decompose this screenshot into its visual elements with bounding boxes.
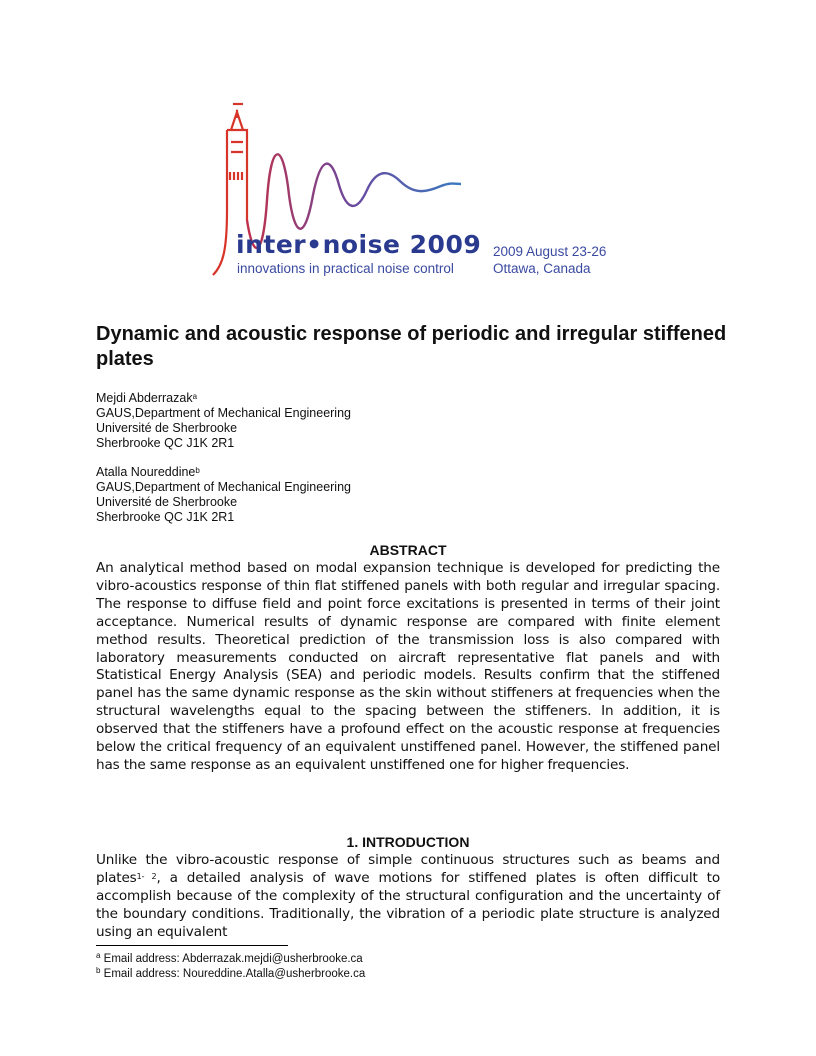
footnote-marker: a: [192, 392, 198, 401]
conference-name: inter•noise 2009: [236, 230, 482, 259]
author-university: Université de Sherbrooke: [96, 421, 238, 435]
footnote-b: $^b$ Email address: Noureddine.Atalla@usherbrooke.ca: [96, 966, 366, 980]
introduction-heading: 1. INTRODUCTION: [346, 834, 470, 850]
conference-location: Ottawa, Canada: [493, 261, 591, 276]
author-name: Mejdi Abderrazak$^a$: [96, 391, 198, 405]
abstract-text: An analytical method based on modal expansion technique is developed for predicting the vibro-acoustics response of thin flat stiffened panels with both regular and irregular spacing. The response to diffuse field and point force excitations is presented in terms of their joint acceptance. Numerical results of dynamic response are compared with finite element method results. Theoretical prediction of the transmission loss is also compared with laboratory measurements conducted on aircraft representative flat panels and with Statistical Energy Analysis (SEA) and periodic models. Results confirm that the stiffened panel has the same dynamic response as the skin without stiffeners at frequencies when the structural wavelengths equal to the spacing between the stiffeners. In addition, it is observed that the stiffeners have a profound effect on the acoustic response at frequencies below the critical frequency of an equivalent unstiffened panel. However, the stiffened panel has the same response as an equivalent unstiffened one for higher frequencies.: [96, 560, 720, 773]
conference-date: 2009 August 23-26: [493, 244, 607, 259]
author-affiliation: GAUS,Department of Mechanical Engineering: [96, 480, 351, 494]
author-address: Sherbrooke QC J1K 2R1: [96, 510, 235, 524]
author-address: Sherbrooke QC J1K 2R1: [96, 436, 235, 450]
author-block-2: [96, 465, 496, 525]
abstract-heading: ABSTRACT: [369, 542, 447, 558]
footnote-divider: [96, 945, 288, 946]
introduction-text: Unlike the vibro-acoustic response of simple continuous structures such as beams and plates$^{1- 2}$, a detailed analysis of wave motions for stiffened plates is often difficult to accomplish because of the complexity of the structural configuration and the uncertainty of the boundary conditions. Traditionally, the vibration of a periodic plate structure is analyzed using an equivalent: [96, 852, 721, 940]
footnote-a: $^a$ Email address: Abderrazak.mejdi@usherbrooke.ca: [96, 951, 363, 965]
author-name: Atalla Noureddine$^b$: [96, 465, 200, 479]
author-affiliation: GAUS,Department of Mechanical Engineering: [96, 406, 351, 420]
citation-ref: 1- 2: [136, 871, 157, 881]
paper-title: Dynamic and acoustic response of periodic and irregular stiffened plates: [96, 323, 727, 370]
author-university: Université de Sherbrooke: [96, 495, 238, 509]
footnote-marker: b: [195, 466, 200, 475]
author-block-1: [96, 391, 496, 451]
conference-tagline: innovations in practical noise control: [237, 261, 454, 276]
